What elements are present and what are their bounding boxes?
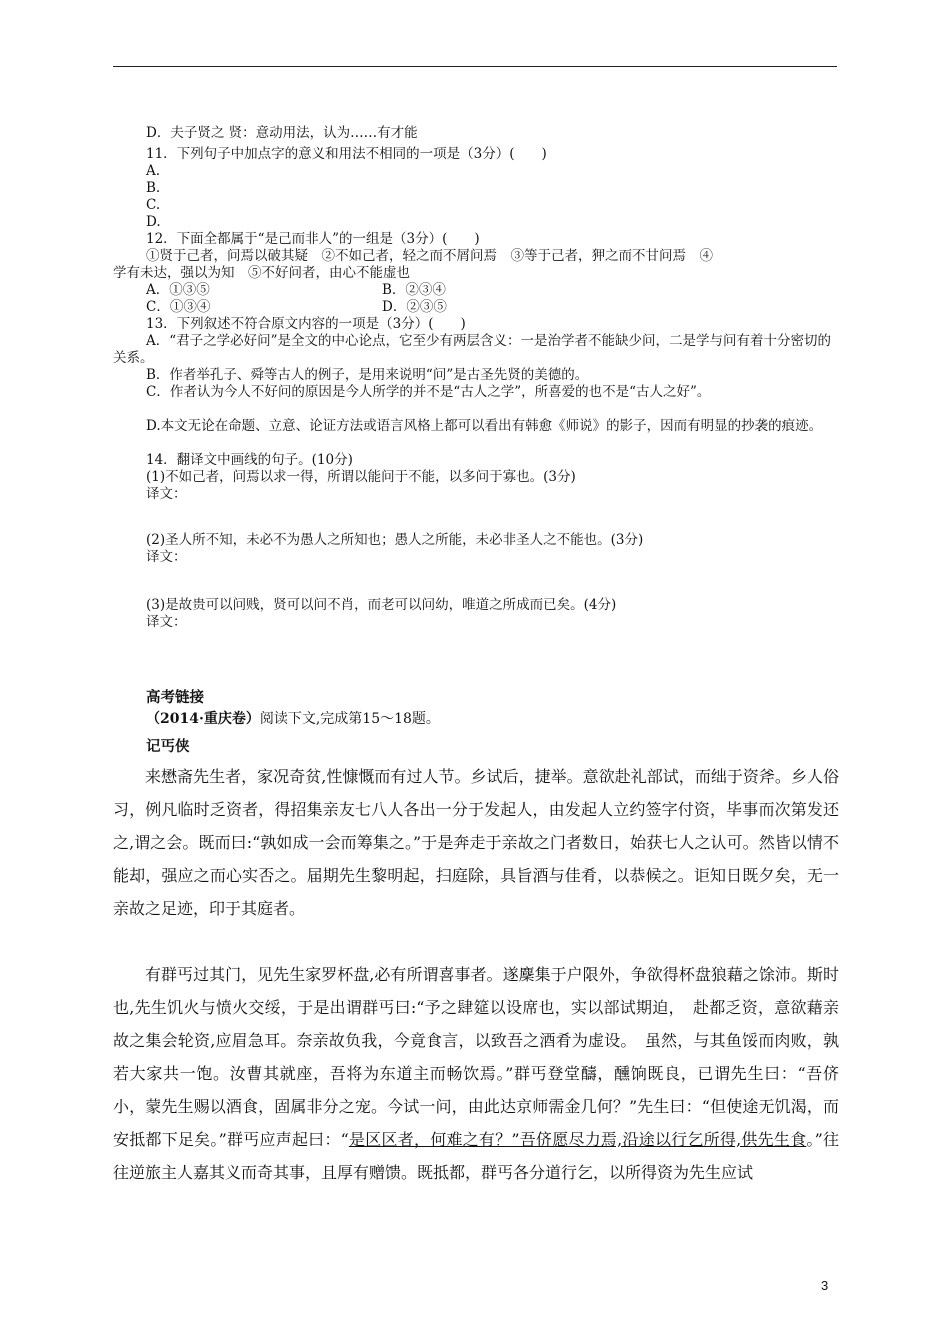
- q10-option-d: D．夫子贤之 贤：意动用法，认为……有才能: [146, 125, 418, 141]
- paragraph-2-text: 有群丐过其门，见先生家罗杯盘,必有所谓喜事者。遂麇集于户限外，争欲得杯盘狼藉之馀沛。斯时也,先生饥火与愤火交绥，于是出谓群丐曰:“予之肆筵以设席也，实以部试期迫， 赴都乏资，意欲藉亲故之集会轮资,应眉急耳。奈亲故负我，今竟食言，以致吾之酒肴为虚设。 虽然，与其鱼馁而肉败，孰若大家共一饱。汝曹其就座，吾将为东道主而畅饮焉。”群丐登堂醻，醺饷既良，已谓先生曰：“吾侪小，蒙先生赐以酒食，固属非分之宠。今试一问，由此达京师需金几何？”先生曰：“但使途无饥渴，而安抵都下足矣。”群丐应声起曰：“: [113, 965, 839, 1149]
- q12-stem: 12．下面全都属于“是己而非人”的一组是（3分）( ): [146, 231, 480, 247]
- q14-sentence-2: (2)圣人所不知，未必不为愚人之所知也；愚人之所能，未必非圣人之不能也。(3分): [146, 532, 644, 548]
- q13-option-b: B．作者举孔子、舜等古人的例子，是用来说明“问”是古圣先贤的美德的。: [146, 367, 589, 383]
- q11-option-b: B.: [146, 180, 161, 196]
- passage-paragraph-1: 来懋斋先生者，家况奇贫,性慷慨而有过人节。乡试后，捷举。意欲赴礼部试，而绌于资斧。乡人俗习，例凡临时乏资者，得招集亲友七八人各出一分于发起人，由发起人立约签字付资，毕事而次第发还之,谓之会。既而曰:“孰如成一会而筹集之。”于是奔走于亲故之门者数日，始获七人之认可。然皆以情不能却，强应之而心实否之。届期先生黎明起，扫庭除，具旨酒与佳肴，以恭候之。讵知日既夕矣，无一亲故之足迹，印于其庭者。: [113, 767, 839, 918]
- q11-option-d: D.: [146, 214, 161, 230]
- q12-option-c: C．①③④: [146, 299, 211, 315]
- q14-sentence-1: (1)不如己者，问焉以求一得，所谓以能问于不能，以多问于寡也。(3分): [146, 469, 576, 485]
- q14-stem: 14．翻译文中画线的句子。(10分): [146, 452, 353, 468]
- q13-stem: 13．下列叙述不符合原文内容的一项是（3分）( ): [146, 316, 466, 332]
- passage-paragraph-2: [113, 958, 839, 1189]
- q11-stem: 11．下列句子中加点字的意义和用法不相同的一项是（3分）( ): [146, 146, 547, 162]
- q12-option-a: A．①③⑤: [146, 282, 210, 298]
- passage-title: 记丐侠: [146, 738, 190, 755]
- q12-row1: [146, 282, 826, 299]
- source-instruction: 阅读下文,完成第15～18题。: [259, 711, 440, 727]
- q14-sentence-3: (3)是故贵可以问贱，贤可以问不肖，而老可以问幼，唯道之所成而已矣。(4分): [146, 597, 617, 613]
- page-number: 3: [821, 1278, 829, 1293]
- q12-items-line2: 学有未达，强以为知 ⑤不好问者，由心不能虚也: [113, 265, 410, 281]
- section-heading: 高考链接: [146, 689, 204, 706]
- q11-option-c: C.: [146, 197, 161, 213]
- q13-option-d: D.本文无论在命题、立意、论证方法或语言风格上都可以看出有韩愈《师说》的影子，因而有明显的抄袭的痕迹。: [146, 418, 823, 434]
- q14-answer-label-2: 译文：: [146, 549, 187, 565]
- q12-option-b: B．②③④: [382, 282, 446, 298]
- q13-option-c: C．作者认为今人不好问的原因是今人所学的并不是“古人之学”，所喜爱的也不是“古人之好”。: [146, 384, 711, 400]
- paragraph-2-continued: 。”往往逆旅主人嘉其义而奇其事，且厚有赠馈。既抵都，群丐各分道行乞，以所得资为先生应试: [113, 1130, 839, 1182]
- q12-option-d: D．②③⑤: [382, 299, 447, 315]
- header-rule: [113, 66, 837, 67]
- passage-source: [146, 711, 440, 728]
- q14-answer-label-3: 译文：: [146, 614, 187, 630]
- q14-answer-label-1: 译文：: [146, 486, 187, 502]
- q12-items-line1: ①贤于己者，问焉以破其疑 ②不如己者，轻之而不屑问焉 ③等于己者，狎之而不甘问焉 ④: [146, 248, 713, 264]
- underlined-sentence: 是区区者，何难之有？”吾侪愿尽力焉,沿途以行乞所得,供先生食: [348, 1130, 807, 1149]
- q11-option-a: A.: [146, 163, 161, 179]
- q12-row2: [146, 299, 826, 316]
- q13-option-a: A．“君子之学必好问”是全文的中心论点，它至少有两层含义：一是治学者不能缺少问，二是学与问有着十分密切的关系。: [113, 333, 832, 366]
- source-label: （2014·重庆卷）: [146, 711, 260, 727]
